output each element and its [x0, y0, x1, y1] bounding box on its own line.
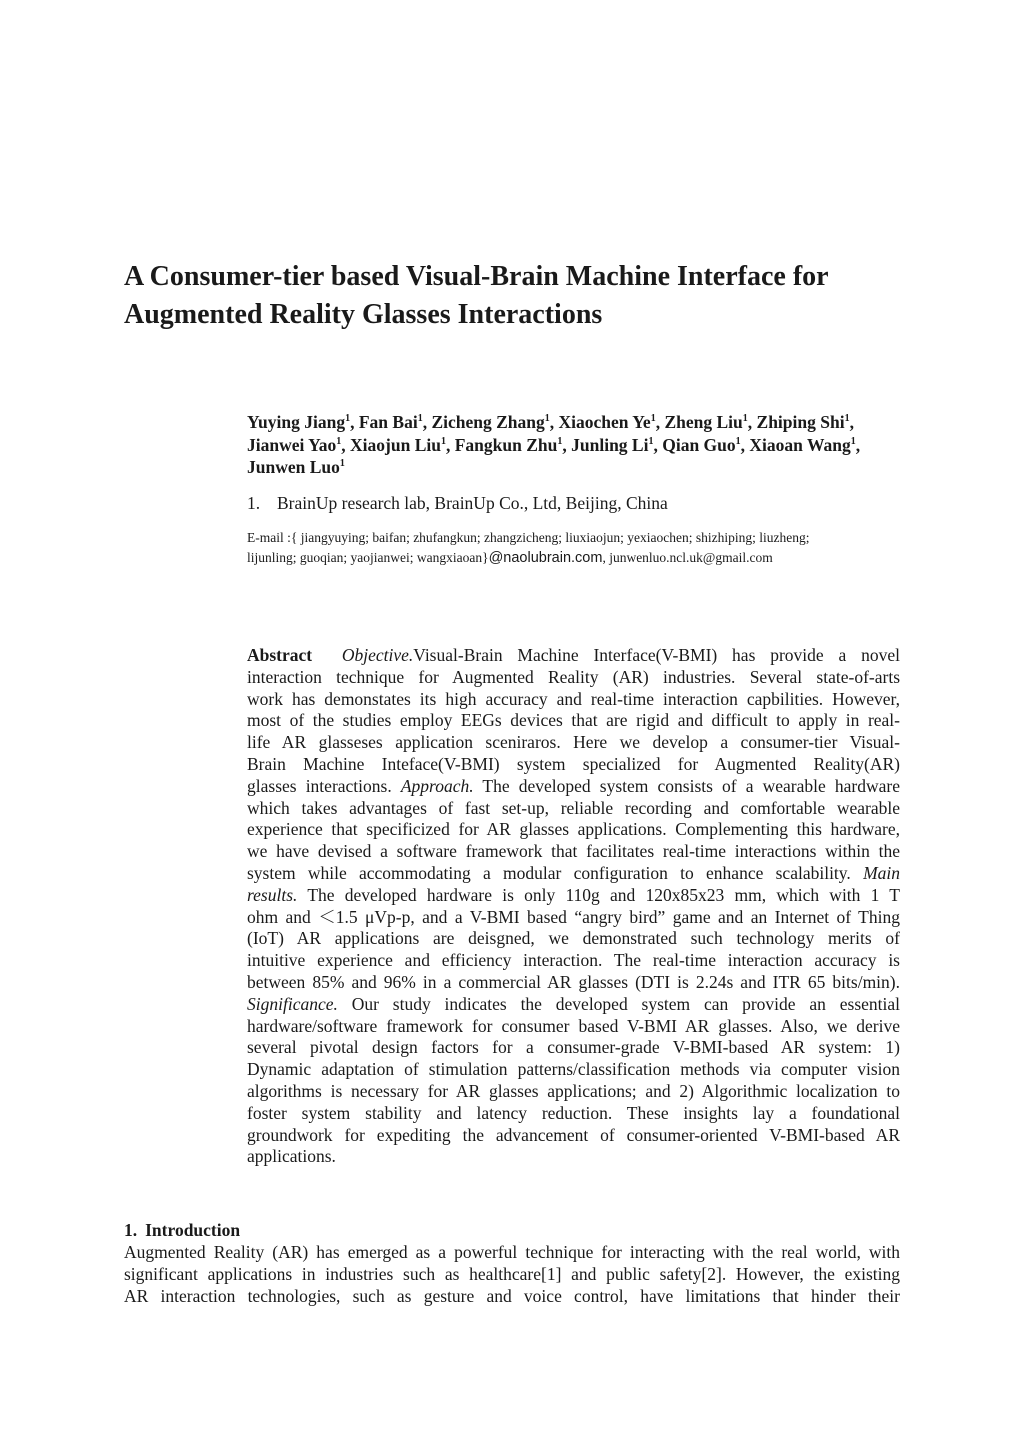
author-affiliation-mark: 1 [650, 413, 656, 425]
author-affiliation-mark: 1 [440, 435, 446, 447]
section-heading-introduction [124, 1219, 240, 1241]
author-line: Jianwei Yao$^1$, Xiaojun Liu$^1$, Fangkun Zhu$^1$, Junling Li$^1$, Qian Guo$^1$, Xiaoan Wang$^1$, [247, 434, 861, 455]
significance-label: Significance. [247, 993, 338, 1014]
email-domain: @naolubrain.com [488, 550, 603, 566]
author-affiliation-mark: 1 [844, 413, 850, 425]
abstract-text: system while accommodating a modular configuration to enhance scalability. [247, 862, 851, 883]
abstract-label: Abstract [247, 645, 313, 665]
abstract-line: intuitive experience and efficiency interaction. The real-time interaction accuracy is [247, 950, 900, 971]
author-line [247, 456, 927, 479]
abstract-line: life AR glasseses application sceniraros. Here we develop a consumer-tier Visual- [247, 732, 900, 753]
author-affiliation-mark: 1 [417, 413, 423, 425]
affiliation-text: BrainUp research lab, BrainUp Co., Ltd, Beijing, China [277, 493, 668, 513]
section-number: 1. [124, 1220, 138, 1240]
email-names: lijunling; guoqian; yaojianwei; wangxiaoan} [247, 550, 489, 565]
author-affiliation-mark: 1 [345, 413, 351, 425]
main-results-label: Main [863, 862, 901, 883]
section-title: Introduction [145, 1220, 241, 1240]
abstract-line: foster system stability and latency reduction. These insights lay a foundational [247, 1102, 900, 1123]
author-affiliation-mark: 1 [339, 458, 345, 470]
abstract-line: experience that specificized for AR glasses applications. Complementing this hardware, [247, 819, 900, 840]
abstract-text: glasses interactions. [247, 775, 392, 796]
author-name: Junling Li [571, 434, 649, 455]
abstract-line: hardware/software framework for consumer based V-BMI AR glasses. Also, we derive [247, 1015, 900, 1036]
author-name: Jianwei Yao [247, 434, 337, 455]
abstract-line: algorithms is necessary for AR glasses applications; and 2) Algorithmic localization to [247, 1080, 900, 1101]
abstract-line: work has demonstates its high accuracy and real-time interaction capbilities. However, [247, 688, 900, 709]
email-block [247, 528, 927, 568]
author-name: Zheng Liu [664, 412, 743, 432]
abstract-line: Brain Machine Inteface(V-BMI) system specialized for Augmented Reality(AR) [247, 753, 900, 774]
affiliation [247, 492, 907, 514]
abstract-line: Dynamic adaptation of stimulation patterns/classification methods via computer vision [247, 1059, 900, 1080]
abstract-text: The developed hardware is only 110g and 120x85x23 mm, which with 1 T [307, 884, 900, 905]
author-name: Junwen Luo [247, 457, 340, 477]
abstract-text: Visual-Brain Machine Interface(V-BMI) has provide a novel [413, 645, 901, 665]
abstract-line: applications. [247, 1146, 336, 1167]
abstract-line: interaction technique for Augmented Reality (AR) industries. Several state-of-arts [247, 666, 900, 687]
author-affiliation-mark: 1 [735, 435, 741, 447]
author-name: Zhiping Shi [756, 412, 845, 432]
title-line: Augmented Reality Glasses Interactions [124, 299, 603, 330]
author-name: Zicheng Zhang [431, 412, 545, 432]
author-list [247, 411, 927, 479]
abstract-line: several pivotal design factors for a consumer-grade V-BMI-based AR system: 1) [247, 1037, 900, 1058]
body-line: AR interaction technologies, such as gesture and voice control, have limitations that hinder their [124, 1286, 900, 1306]
email-line: E-mail :{ jiangyuying; baifan; zhufangkun; zhangzicheng; liuxiaojun; yexiaochen; shizhiping; liuzheng; [247, 530, 810, 545]
abstract-line: which takes advantages of fast set-up, reliable recording and comfortable wearable [247, 797, 900, 818]
abstract-line [247, 645, 900, 667]
abstract-line: most of the studies employ EEGs devices that are rigid and difficult to apply in real- [247, 710, 900, 731]
approach-label: Approach. [400, 775, 474, 796]
abstract-line: (IoT) AR applications are deisgned, we demonstrated such technology merits of [247, 928, 900, 949]
author-affiliation-mark: 1 [544, 413, 550, 425]
affiliation-number: 1. [247, 493, 261, 513]
body-line: Augmented Reality (AR) has emerged as a powerful technique for interacting with the real world, with [124, 1242, 900, 1262]
main-results-label: results. [247, 884, 298, 905]
abstract-line [247, 885, 900, 907]
author-name: Xiaochen Ye [558, 412, 651, 432]
abstract-line: ohm and ＜1.5 μVp-p, and a V-BMI based “angry bird” game and an Internet of Thing [247, 906, 900, 927]
author-name: Fangkun Zhu [454, 434, 558, 455]
author-name: Qian Guo [662, 434, 736, 455]
introduction-body [124, 1241, 900, 1307]
abstract [247, 645, 900, 1168]
author-affiliation-mark: 1 [850, 435, 856, 447]
author-name: Fan Bai [358, 412, 418, 432]
abstract-line [247, 994, 900, 1016]
paper-title [124, 258, 914, 334]
abstract-line [247, 776, 900, 798]
abstract-line: we have devised a software framework that facilitates real-time interactions within the [247, 841, 900, 862]
author-name: Xiaojun Liu [350, 434, 441, 455]
abstract-text: Our study indicates the developed system can provide an essential [351, 993, 901, 1014]
abstract-line: between 85% and 96% in a commercial AR glasses (DTI is 2.24s and ITR 65 bits/min). [247, 971, 900, 992]
author-affiliation-mark: 1 [648, 435, 654, 447]
author-name: Xiaoan Wang [749, 434, 851, 455]
author-name: Yuying Jiang [247, 412, 346, 432]
abstract-text: The developed system consists of a wearable hardware [482, 775, 901, 796]
email-extra: , junwenluo.ncl.uk@gmail.com [602, 550, 773, 565]
title-line: A Consumer-tier based Visual-Brain Machine Interface for [124, 261, 829, 292]
author-affiliation-mark: 1 [557, 435, 563, 447]
author-line: Yuying Jiang$^1$, Fan Bai$^1$, Zicheng Zhang$^1$, Xiaochen Ye$^1$, Zheng Liu$^1$, Zhiping Shi$^1$, [247, 412, 854, 432]
email-line [247, 548, 927, 568]
author-affiliation-mark: 1 [742, 413, 748, 425]
objective-label: Objective. [341, 645, 414, 665]
body-line: significant applications in industries such as healthcare[1] and public safety[2]. However, the existing [124, 1264, 900, 1284]
abstract-line: groundwork for expediting the advancement of consumer-oriented V-BMI-based AR [247, 1124, 900, 1145]
abstract-line [247, 863, 900, 885]
author-affiliation-mark: 1 [336, 435, 342, 447]
